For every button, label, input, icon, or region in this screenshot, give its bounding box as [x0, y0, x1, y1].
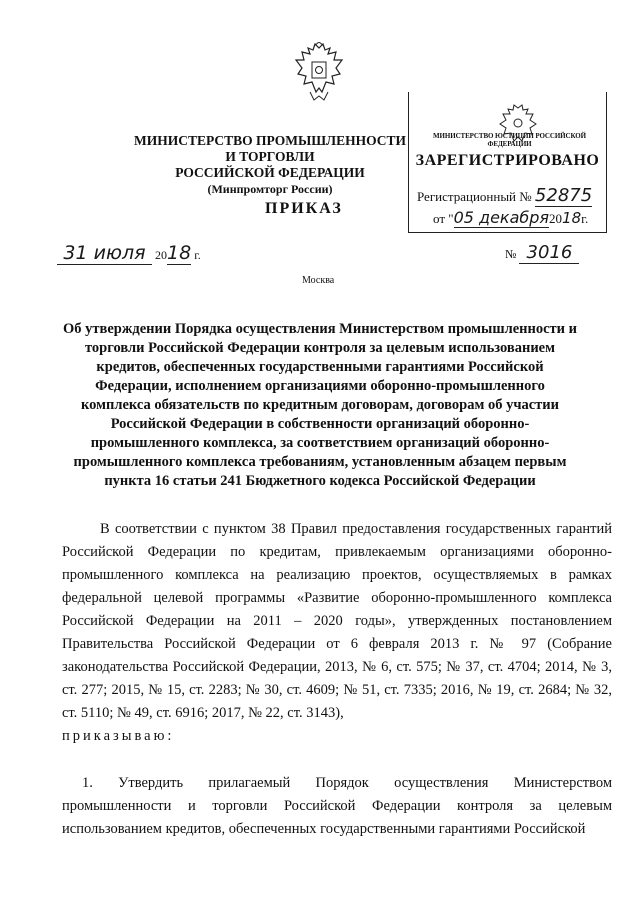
- order-date: [57, 242, 201, 265]
- stamp-date-hand: 05 декабря: [453, 208, 550, 227]
- prikazyvayu-text: приказываю:: [62, 728, 175, 744]
- stamp-reg-row: [417, 185, 592, 207]
- order-year-suffix: г.: [191, 248, 201, 262]
- body-paragraph-1: [62, 518, 612, 748]
- stamp-date-prefix: от ": [433, 211, 454, 226]
- ministry-header: [130, 133, 410, 197]
- paragraph-1-text: В соответствии с пунктом 38 Правил предоставления государственных гарантий Российской Федерации по кредитам, привлекаемым организациями оборонно-промышленного комплекса на реализацию проектов, осуществляемых в рамках федеральной целевой программы «Развитие оборонно-промышленного комплекса Российской Федерации на 2011 – 2020 годы», утвержденных постановлением Правительства Российской Федерации от 6 февраля 2013 г. № 97 (Собрание законодательства Российской Федерации, 2013, № 6, ст. 575; № 37, ст. 4704; 2014, № 3, ст. 277; 2015, № 15, ст. 2283; № 30, ст. 4609; № 51, ст. 7335; 2016, № 19, ст. 2684; № 32, ст. 5110; № 49, ст. 6916; 2017, № 22, ст. 3143),: [62, 521, 612, 721]
- stamp-emblem-icon: [498, 104, 538, 146]
- city: Москва: [302, 275, 335, 286]
- stamp-reg-label: Регистрационный №: [417, 189, 532, 204]
- stamp-year-hand: 18: [562, 209, 582, 227]
- stamp-reg-number: 52875: [534, 185, 593, 206]
- coat-of-arms-icon: [292, 42, 346, 102]
- stamp-status: ЗАРЕГИСТРИРОВАНО: [415, 152, 600, 169]
- order-date-hand: 31 июля: [57, 242, 152, 265]
- stamp-year-prefix: 20: [549, 211, 563, 226]
- ministry-short-name: (Минпромторг России): [207, 182, 333, 196]
- ministry-name-line1: МИНИСТЕРСТВО ПРОМЫШЛЕННОСТИ И ТОРГОВЛИ: [133, 133, 407, 164]
- document-type: ПРИКАЗ: [265, 200, 343, 217]
- order-year-hand: 18: [167, 242, 192, 264]
- stamp-year-suffix: г.: [581, 211, 589, 226]
- order-title: Об утверждении Порядка осуществления Министерством промышленности и торговли Российской Федерации контроля за целевым использованием кредитов, обеспеченных государственными гарантиями Российской Федерации, исполнением организациями оборонно-промышленного комплекса обязательств по кредитным договорам, договорам об участии Российской Федерации в собственности организаций оборонно-промышленного комплекса, за соответствием организаций оборонно-промышленного комплекса требованиям, установленным абзацем первым пункта 16 статьи 241 Бюджетного кодекса Российской Федерации: [63, 321, 577, 489]
- order-number: [505, 242, 579, 264]
- stamp-agency: МИНИСТЕРСТВО ЮСТИЦИИ РОССИЙСКОЙ ФЕДЕРАЦИИ: [433, 132, 586, 148]
- body-paragraph-2: 1. Утвердить прилагаемый Порядок осуществления Министерством промышленности и торговли Российской Федерации контроля за целевым использованием кредитов, обеспеченных государственными гарантиями Российской: [62, 775, 612, 837]
- ministry-name-line2: РОССИЙСКОЙ ФЕДЕРАЦИИ: [175, 165, 365, 180]
- order-number-hand: 3016: [519, 242, 579, 264]
- order-number-label: №: [505, 247, 517, 261]
- stamp-date-row: [433, 208, 588, 228]
- order-year-prefix: 20: [155, 248, 167, 262]
